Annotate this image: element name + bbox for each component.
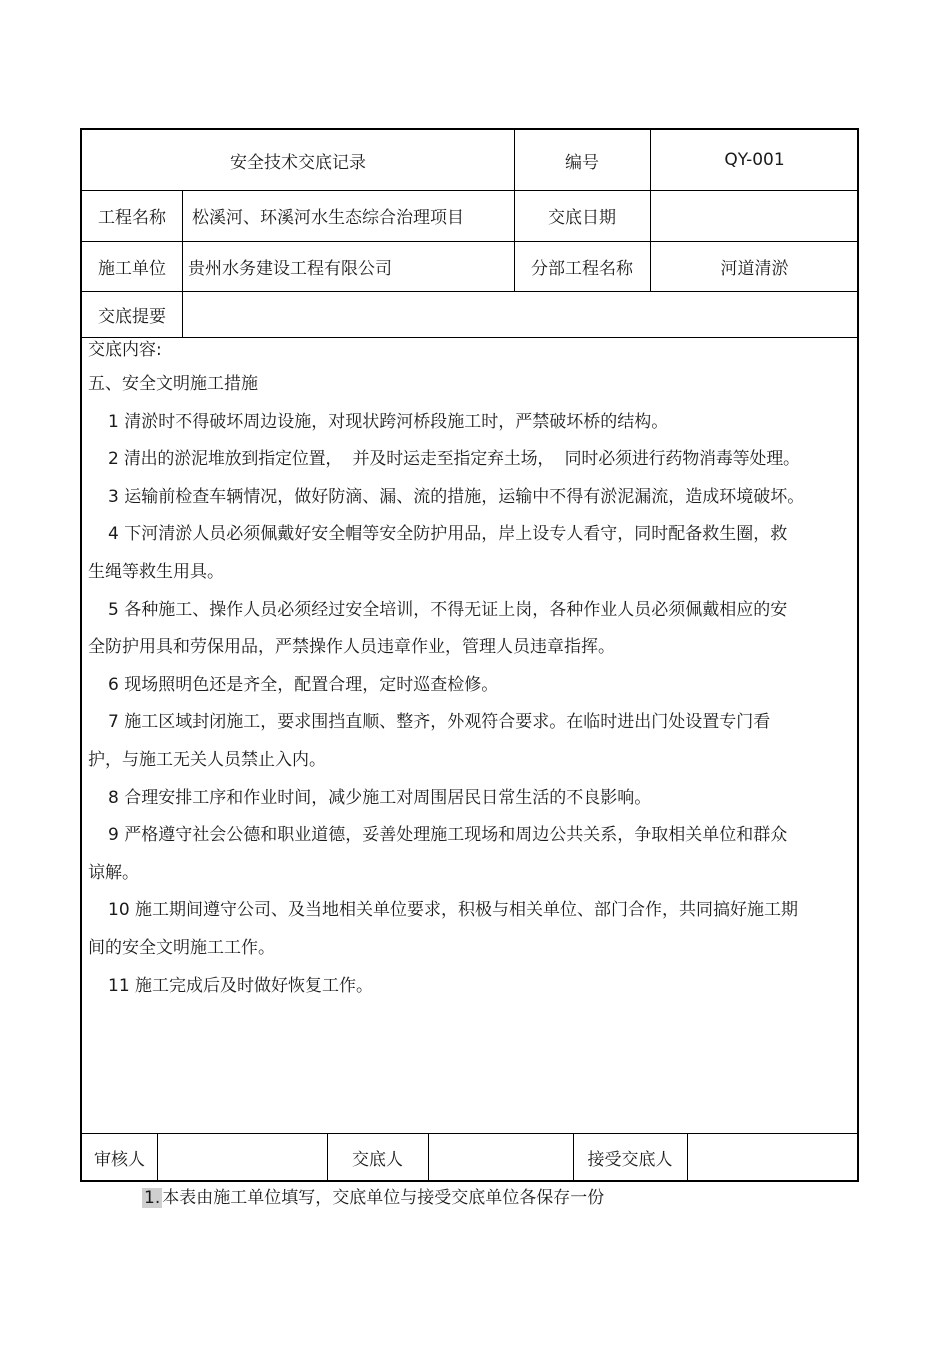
summary-label: 交底提要 — [98, 306, 166, 327]
subproject-label: 分部工程名称 — [531, 258, 633, 279]
receiver-label: 接受交底人 — [587, 1150, 673, 1170]
content-item: 5 各种施工、操作人员必须经过安全培训，不得无证上岗，各种作业人员必须佩戴相应的安全防护用具和劳保用品，严禁操作人员违章作业，管理人员违章指挥。 — [88, 599, 788, 658]
content-label: 交底内容: — [88, 340, 162, 360]
disclosure-content — [82, 338, 857, 1133]
content-item: 9 严格遵守社会公德和职业道德，妥善处理施工现场和周边公共关系，争取相关单位和群众谅解。 — [88, 825, 788, 883]
disclosure-form — [80, 128, 859, 1182]
number-value[interactable]: QY-001 — [724, 150, 785, 170]
date-label: 交底日期 — [548, 208, 616, 228]
reviewer-field[interactable] — [157, 1133, 327, 1182]
project-name-label: 工程名称 — [98, 208, 166, 228]
summary-value[interactable] — [182, 291, 859, 337]
content-item: 8 合理安排工序和作业时间，减少施工对周围居民日常生活的不良影响。 — [108, 787, 652, 808]
content-item: 7 施工区域封闭施工，要求围挡直顺、整齐，外观符合要求。在临时进出门处设置专门看护，与施工无关人员禁止入内。 — [88, 712, 771, 770]
subproject-value[interactable]: 河道清淤 — [720, 258, 789, 279]
unit-label: 施工单位 — [98, 258, 166, 279]
form-title: 安全技术交底记录 — [230, 152, 366, 173]
number-label: 编号 — [565, 152, 599, 173]
content-item: 11 施工完成后及时做好恢复工作。 — [108, 975, 374, 996]
discloser-label: 交底人 — [352, 1150, 403, 1170]
content-item: 2 清出的淤泥堆放到指定位置， 并及时运走至指定弃土场， 同时必须进行药物消毒等处理。 — [108, 449, 800, 470]
content-item: 4 下河清淤人员必须佩戴好安全帽等安全防护用品，岸上设专人看守，同时配备救生圈，救生绳等救生用具。 — [88, 524, 788, 582]
reviewer-label: 审核人 — [94, 1150, 145, 1170]
unit-value[interactable]: 贵州水务建设工程有限公司 — [188, 258, 392, 279]
footnote-number: 1. — [144, 1188, 161, 1208]
date-value[interactable] — [650, 190, 859, 241]
content-item: 6 现场照明色还是齐全，配置合理，定时巡查检修。 — [108, 674, 499, 695]
content-item: 10 施工期间遵守公司、及当地相关单位要求，积极与相关单位、部门合作，共同搞好施工期间的安全文明施工工作。 — [88, 900, 799, 958]
content-item: 3 运输前检查车辆情况，做好防滴、漏、流的措施，运输中不得有淤泥漏流，造成环境破坏。 — [108, 486, 805, 507]
section-heading: 五、安全文明施工措施 — [88, 374, 258, 394]
footnote-text: 本表由施工单位填写，交底单位与接受交底单位各保存一份 — [162, 1188, 605, 1208]
discloser-field[interactable] — [428, 1133, 573, 1182]
receiver-field[interactable] — [687, 1133, 859, 1182]
footnote — [142, 1184, 604, 1212]
content-item: 1 清淤时不得破坏周边设施，对现状跨河桥段施工时，严禁破坏桥的结构。 — [108, 411, 669, 432]
project-name-value[interactable]: 松溪河、环溪河水生态综合治理项目 — [192, 208, 464, 228]
